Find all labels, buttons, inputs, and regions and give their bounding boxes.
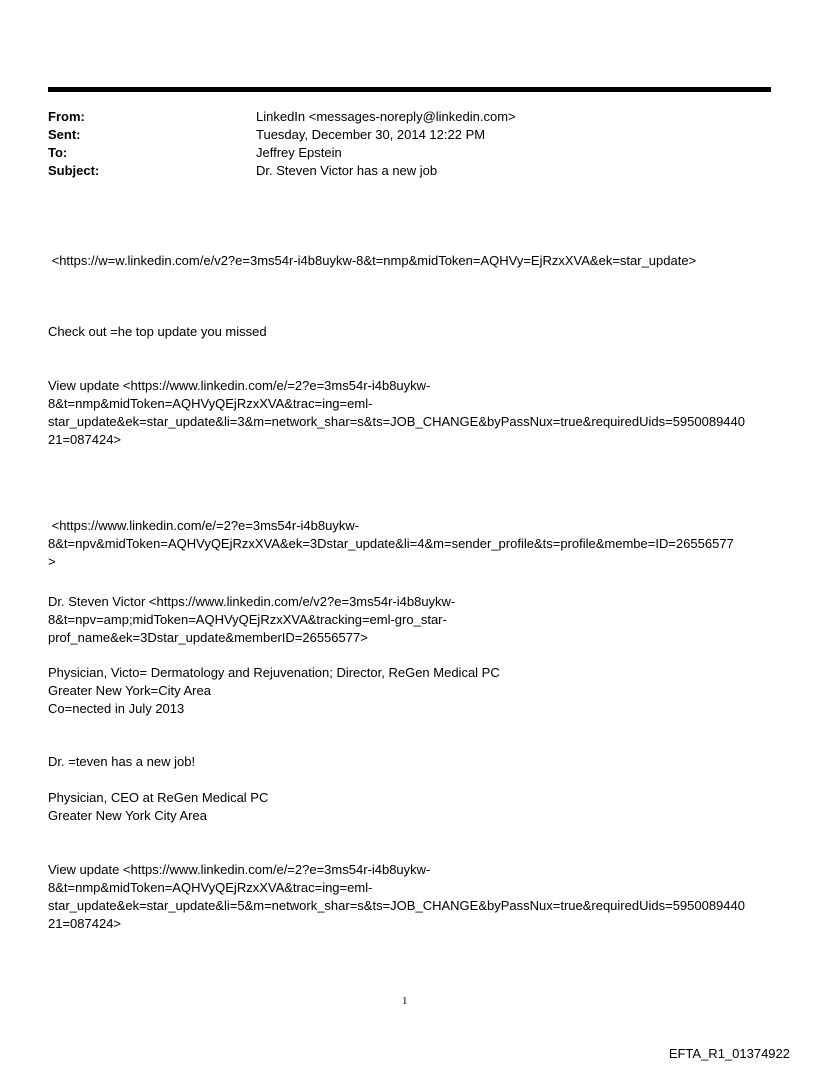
from-value: LinkedIn <messages-noreply@linkedin.com> — [256, 109, 516, 124]
header-rule — [48, 87, 771, 92]
tracking-link-paragraph: <https://w=w.linkedin.com/e/v2?e=3ms54r-i4b8uykw-8&t=nmp&midToken=AQHVy=EjRzxXVA&ek=star_update> — [48, 253, 697, 268]
subject-label: Subject: — [48, 163, 100, 178]
profile-name-paragraph: Dr. Steven Victor <https://www.linkedin.com/e/v2?e=3ms54r-i4b8uykw- 8&t=npv=amp;midToken=AQHVyQEjRzxXVA&tracking=eml-gro_star- prof_name&ek=3Dstar_update&memberID=26556577> — [48, 594, 456, 645]
page-number: 1 — [402, 995, 408, 1007]
new-position-paragraph: Physician, CEO at ReGen Medical PC Greater New York City Area — [48, 790, 269, 823]
from-label: From: — [48, 109, 85, 124]
to-value: Jeffrey Epstein — [256, 145, 342, 160]
subject-value: Dr. Steven Victor has a new job — [256, 163, 438, 178]
intro-paragraph: Check out =he top update you missed — [48, 324, 267, 339]
profile-link-paragraph: <https://www.linkedin.com/e/=2?e=3ms54r-i4b8uykw- 8&t=npv&midToken=AQHVyQEjRzxXVA&ek=3Dstar_update&li=4&m=sender_profile&ts=profile&membe=ID=26556577 > — [48, 518, 734, 569]
new-job-paragraph: Dr. =teven has a new job! — [48, 754, 196, 769]
document-id-footer: EFTA_R1_01374922 — [668, 1046, 790, 1061]
view-update-paragraph-2: View update <https://www.linkedin.com/e/=2?e=3ms54r-i4b8uykw- 8&t=nmp&midToken=AQHVyQEjRzxXVA&trac=ing=eml- star_update&ek=star_update&li=5&m=network_shar=s&ts=JOB_CHANGE&byPassNux=true&requiredUids=5950089440 21=087424> — [48, 862, 745, 931]
profile-details-paragraph: Physician, Victo= Dermatology and Rejuvenation; Director, ReGen Medical PC Greater New York=City Area Co=nected in July 2013 — [48, 665, 500, 716]
view-update-paragraph-1: View update <https://www.linkedin.com/e/=2?e=3ms54r-i4b8uykw- 8&t=nmp&midToken=AQHVyQEjRzxXVA&trac=ing=eml- star_update&ek=star_update&li=3&m=network_shar=s&ts=JOB_CHANGE&byPassNux=true&requiredUids=5950089440 21=087424> — [48, 378, 745, 447]
sent-label: Sent: — [48, 127, 81, 142]
to-label: To: — [48, 145, 68, 160]
sent-value: Tuesday, December 30, 2014 12:22 PM — [256, 127, 486, 142]
